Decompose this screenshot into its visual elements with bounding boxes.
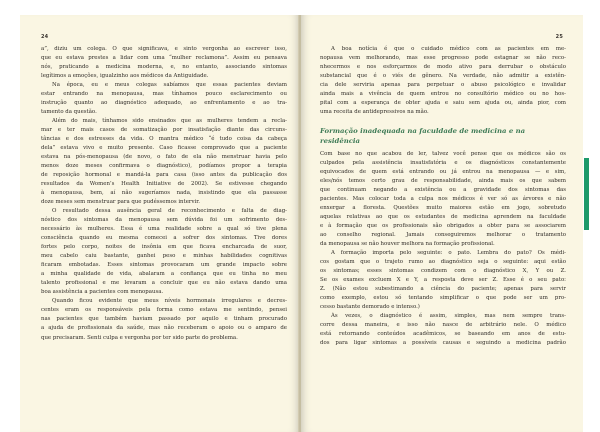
body-text-line: meu cabelo caiu bastante, ganhei peso e minhas habilidades cognitivas xyxy=(41,253,287,260)
body-text-line: eles/nós temos certo grau de responsabilidade, ainda mais os que sabem xyxy=(320,178,566,185)
right-page-body xyxy=(320,45,566,348)
right-page xyxy=(301,15,583,432)
body-text-line: consciência quando eu mesma comecei a sofrer dos sintomas. Tive dores xyxy=(41,235,287,242)
body-text-line: Quando ficou evidente que meus níveis hormonais irregulares e decres- xyxy=(52,298,287,305)
body-text-line: nas pacientes que também haviam passado por aquilo e tinham procurado xyxy=(41,316,287,323)
body-text-line: Z. (Não estou subestimando a ciência do paciente; apenas para servir xyxy=(320,286,566,293)
body-text-line: boa assistência a pacientes com menopausa. xyxy=(41,289,164,296)
body-text-line: Com base no que acabou de ler, talvez você pense que os médicos são os xyxy=(320,151,566,158)
body-text-line: talento profissional e me levaram a concluir que eu não estava dando uma xyxy=(41,280,287,287)
body-text-line: e à formação que os profissionais são obrigados a obter para se associarem xyxy=(320,223,566,230)
body-text-line: pital com a esperança de obter ajuda e saiu sem ajuda ou, ainda pior, com xyxy=(320,100,566,107)
body-text-line: tâncias e dos estresses da vida. O mantra médico “é tudo coisa da cabeça xyxy=(41,136,287,143)
body-text-line: mar e ter mais casos de somatização por insatisfação diante das circuns- xyxy=(41,127,287,134)
body-text-line: substancial que é o viés de gênero. Na verdade, não admitir a existên- xyxy=(320,73,566,80)
body-text-line: de reposição hormonal e mandá-la para casa (isso antes da publicação dos xyxy=(41,172,287,179)
body-text-line: legítimos a emoções, igualzinho aos médicos da Antiguidade. xyxy=(41,73,209,80)
body-text-line: necessário às mulheres. Essa é uma realidade sobre a qual só tive plena xyxy=(41,226,287,233)
body-text-line: estar entrando na menopausa, mas tínhamos pouco esclarecimento ou xyxy=(41,91,287,98)
section-heading-line: residência xyxy=(320,137,361,146)
body-text-line: instrução quanto ao diagnóstico adequado, ao enfrentamento e ao tra- xyxy=(41,100,287,107)
body-text-line: Na época, eu e meus colegas sabíamos que essas pacientes deviam xyxy=(52,82,287,89)
body-text-line: ainda mais a vivência de quem entrou no consultório médico ou no hos- xyxy=(320,91,566,98)
body-text-line: equivocados de quem está entrando ou já entrou na menopausa — e sim, xyxy=(320,169,566,176)
body-text-line: centes eram os responsáveis pela forma como estava me sentindo, pensei xyxy=(41,307,287,314)
body-text-line: pacientes. Mas colocar toda a culpa nos médicos é ver só as árvores e não xyxy=(320,196,566,203)
body-text-line: nopausa vem melhorando, mas esse progresso pode estagnar se não reco- xyxy=(320,55,566,62)
body-text-line: corre dessa maneira, e isso não nasce de arbitrário nele. O médico xyxy=(320,322,566,329)
body-text-line: ficaram embotadas. Esses sintomas provocaram um grande impacto sobre xyxy=(41,262,287,269)
body-text-line: dela” estava vivo e muito presente. Caso ficasse comprovado que a paciente xyxy=(41,145,287,152)
body-text-line: que continuam negando a existência ou a gravidade dos sintomas das xyxy=(320,187,566,194)
body-text-line: ao conselho regional. Jamais conseguiremos melhorar o tratamento xyxy=(320,232,566,239)
body-text-line: cia dele serviria apenas para perpetuar o abuso psicológico e invalidar xyxy=(320,82,566,89)
left-page xyxy=(20,15,299,432)
section-heading-line: Formação inadequada na faculdade de medicina e na xyxy=(320,127,526,136)
left-page-body xyxy=(41,45,287,343)
body-text-line: A boa notícia é que o cuidado médico com as pacientes em me- xyxy=(331,46,566,52)
body-text-line: aquelas relativas ao que os estudantes de medicina aprendem na faculdade xyxy=(320,214,566,221)
body-text-line: da menopausa se não houver melhora na formação profissional. xyxy=(320,241,495,248)
body-text-line: está retornando conteúdos acadêmicos, se baseando em anos de estu- xyxy=(320,331,566,338)
body-text-line: que precisaram. Senti culpa e vergonha por ter sido parte do problema. xyxy=(41,334,238,341)
body-text-line: uma receita de antidepressivos na mão. xyxy=(320,109,429,116)
body-text-line: culpados pela assistência insatisfatória e os diagnósticos constantemente xyxy=(320,160,566,167)
body-text-line: cesso bastante demorado e intenso.) xyxy=(320,304,420,311)
body-text-line: O resultado dessa ausência geral de reconhecimento e falta de diag- xyxy=(52,208,287,215)
paragraph-spacer xyxy=(320,117,566,126)
left-page-number: 24 xyxy=(41,34,49,40)
body-text-line: cos gostam que o trajeto rumo ao diagnóstico seja o seguinte: aqui estão xyxy=(320,259,566,266)
body-text-line: a”, diziu um colega. O que significava, e sinto vergonha ao escrever isso, xyxy=(41,46,287,52)
body-text-line: os sintomas; esses sintomas condizem com o diagnóstico X, Y ou Z. xyxy=(320,268,566,275)
body-text-line: menos doze meses confirmava o diagnóstico), podíamos propor a terapia xyxy=(41,163,287,170)
body-text-line: como exemplo, estou só tentando simplificar o que pode ser um pro- xyxy=(320,295,566,302)
body-text-line: A formação importa pelo seguinte: o pato. Lembra do pato? Os médi- xyxy=(331,250,566,257)
body-text-line: à menopausa, bem, aí não sugeríamos nada, insistindo que ela passasse xyxy=(41,190,287,197)
body-text-line: nós, praticando a medicina moderna, e, no entanto, associando sintomas xyxy=(41,64,287,71)
body-text-line: a ajuda de profissionais da saúde, mas não receberam o apoio ou o amparo de xyxy=(41,325,287,332)
body-text-line: tamento da questão. xyxy=(41,109,97,116)
right-page-number: 25 xyxy=(555,34,563,40)
body-text-line: estava na pós-menopausa (de novo, o fato de ela não menstruar havia pelo xyxy=(41,154,287,161)
body-text-line: nhecermos e nos esforçarmos de modo ativo para derrubar o obstáculo xyxy=(320,64,566,71)
body-text-line: nóstico dos sintomas da menopausa sem dúvida foi um sofrimento des- xyxy=(41,217,287,224)
body-text-line: dos para ligar sintomas a possíveis causas e seguindo a medicina padrão xyxy=(320,340,566,347)
body-text-line: que eu estava prestes a lidar com uma “mulher reclamona”. Assim eu pensava xyxy=(41,55,287,62)
body-text-line: resultados da Women’s Health Initiative de 2002). Se estivesse chegando xyxy=(41,181,287,188)
body-text-line: doze meses sem menstruar para que pudéssemos intervir. xyxy=(41,199,200,206)
body-text-line: Além do mais, tínhamos sido ensinados que as mulheres tendem a recla- xyxy=(52,118,287,125)
body-text-line: Se os exames excluem X e Y, a resposta deve ser Z. Esse é o seu pato: xyxy=(320,277,566,284)
chapter-edge-tab xyxy=(584,158,589,230)
body-text-line: a minha qualidade de vida, abalaram a confiança que eu tinha no meu xyxy=(41,271,287,278)
body-text-line: fortes pelo corpo, noites de insônia em que ficava encharcada de suor, xyxy=(41,244,287,251)
body-text-line: enxergar a floresta. Questões muito maiores estão em jogo, sobretudo xyxy=(320,205,566,212)
body-text-line: Às vezes, o diagnóstico é assim, simples, mas nem sempre trans- xyxy=(331,313,566,320)
